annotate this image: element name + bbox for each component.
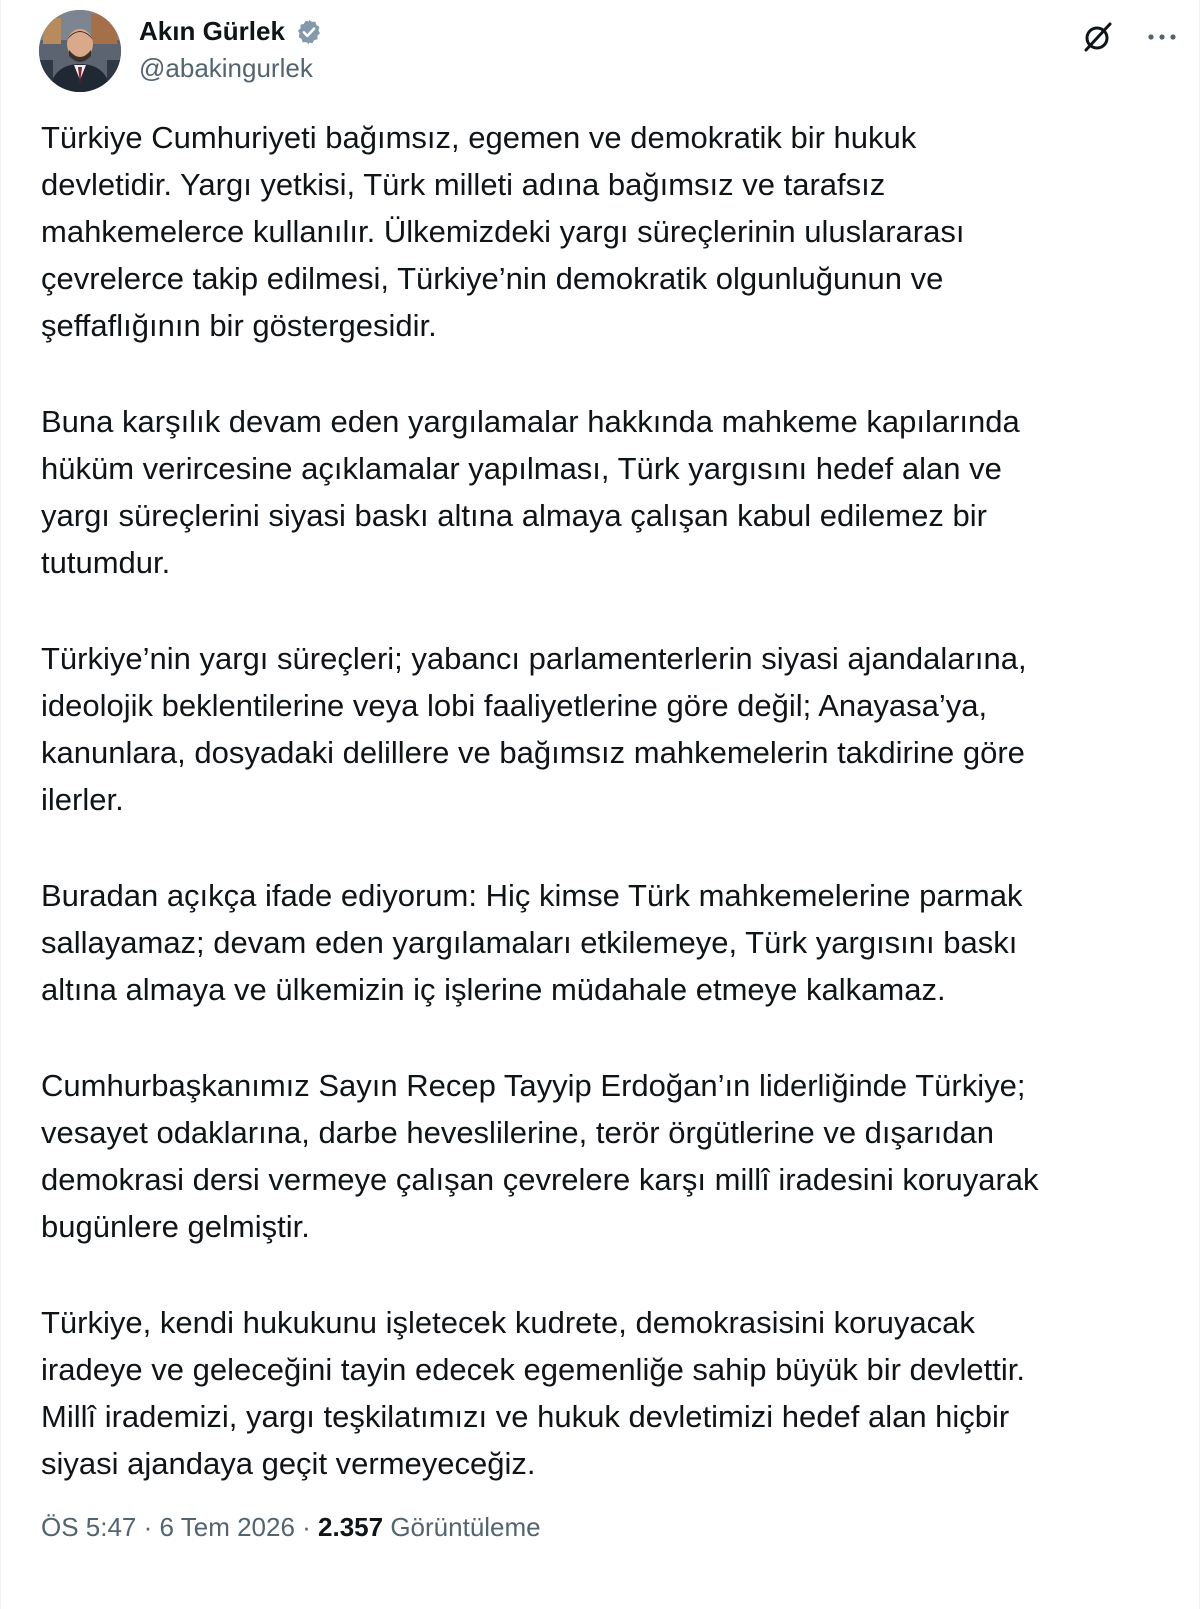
tweet-time[interactable]: ÖS 5:47 bbox=[41, 1512, 137, 1542]
tweet-paragraph: Türkiye Cumhuriyeti bağımsız, egemen ve demokratik bir hukuk devletidir. Yargı yetkisi, Türk milleti adına bağımsız ve tarafsız mahkemelerce kullanılır. Ülkemizdeki yargı süreçlerinin uluslararası çevrelerce takip edilmesi, Türkiye’nin demokratik olgunluğunun ve şeffaflığının bir göstergesidir. bbox=[41, 120, 965, 343]
tweet-text bbox=[41, 114, 1161, 1536]
avatar[interactable] bbox=[39, 10, 121, 92]
more-icon[interactable] bbox=[1145, 20, 1179, 54]
tweet-paragraph: Türkiye, kendi hukukunu işletecek kudrete, demokrasisini koruyacak iradeye ve geleceğini tayin edecek egemenliğe sahip büyük bir devlettir. Millî irademizi, yargı teşkilatımızı ve hukuk devletimizi hedef alan hiçbir siyasi ajandaya geçit vermeyeceğiz. bbox=[41, 1305, 1025, 1481]
tweet-header bbox=[39, 8, 1179, 92]
handle[interactable]: @abakingurlek bbox=[139, 53, 313, 83]
tweet-paragraph: Cumhurbaşkanımız Sayın Recep Tayyip Erdoğan’ın liderliğinde Türkiye; vesayet odaklarına, darbe heveslilerine, terör örgütlerine ve dışarıdan demokrasi dersi vermeye çalışan çevrelere karşı millî iradesini koruyarak bugünlere gelmiştir. bbox=[41, 1068, 1039, 1244]
meta-separator: · bbox=[136, 1512, 160, 1542]
tweet-paragraph: Buna karşılık devam eden yargılamalar hakkında mahkeme kapılarında hüküm verircesine açıklamalar yapılması, Türk yargısını hedef alan ve yargı süreçlerini siyasi baskı altına almaya çalışan kabul edilemez bir tutumdur. bbox=[41, 404, 1020, 580]
verified-badge-icon bbox=[295, 18, 323, 46]
avatar-image bbox=[39, 10, 121, 92]
views-count[interactable]: 2.357 bbox=[318, 1512, 384, 1542]
tweet-paragraph: Türkiye’nin yargı süreçleri; yabancı parlamenterlerin siyasi ajandalarına, ideolojik beklentilerine veya lobi faaliyetlerine göre değil; Anayasa’ya, kanunlara, dosyadaki delillere ve bağımsız mahkemelerin takdirine göre ilerler. bbox=[41, 641, 1027, 817]
tweet-date[interactable]: 6 Tem 2026 bbox=[159, 1512, 295, 1542]
tweet-meta bbox=[41, 1512, 541, 1543]
display-name[interactable]: Akın Gürlek bbox=[139, 16, 285, 46]
tweet-paragraph: Buradan açıkça ifade ediyorum: Hiç kimse Türk mahkemelerine parmak sallayamaz; devam eden yargılamaları etkilemeye, Türk yargısını baskı altına almaya ve ülkemizin iç işlerine müdahale etmeye kalkamaz. bbox=[41, 878, 1023, 1007]
author-names bbox=[139, 16, 323, 84]
grok-icon[interactable] bbox=[1081, 20, 1115, 54]
views-label: Görüntüleme bbox=[383, 1512, 541, 1542]
meta-separator: · bbox=[294, 1512, 319, 1542]
top-actions bbox=[1081, 20, 1179, 54]
